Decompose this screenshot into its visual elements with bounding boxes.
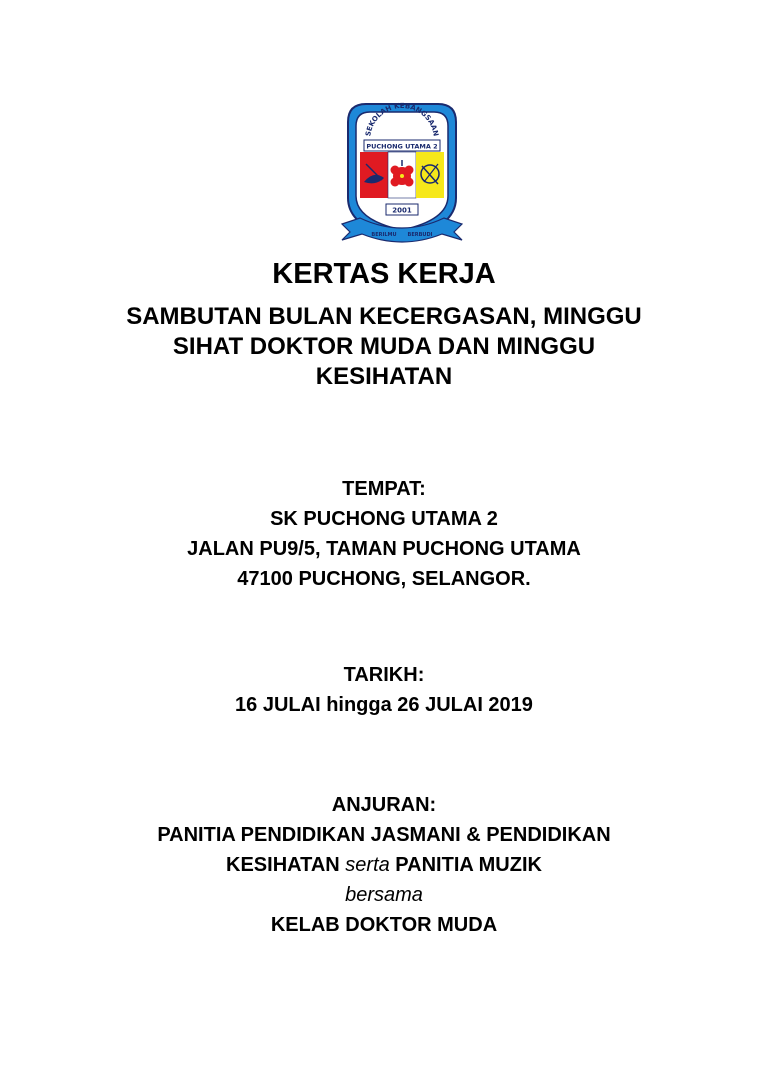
- organizer-text: KESIHATAN: [226, 854, 346, 876]
- organizer-conjunction: serta: [345, 854, 390, 876]
- organizer-together: bersama: [345, 884, 423, 906]
- crest-banner-text: PUCHONG UTAMA 2: [366, 142, 438, 151]
- organizer-line: PANITIA PENDIDIKAN JASMANI & PENDIDIKAN: [157, 824, 611, 846]
- school-crest-logo: [340, 100, 464, 250]
- date-section: [0, 660, 768, 720]
- organizer-text: PANITIA MUZIK: [389, 854, 542, 876]
- venue-section: [0, 474, 768, 594]
- organizer-club: KELAB DOKTOR MUDA: [270, 914, 498, 936]
- crest-ribbon-right: BERBUDI: [407, 232, 433, 238]
- subtitle-line: SIHAT DOKTOR MUDA DAN MINGGU: [172, 333, 596, 360]
- document-subtitle: [0, 302, 768, 392]
- organizer-line: [0, 850, 768, 880]
- crest-arc-text: SEKOLAH KEBANGSAAN: [364, 101, 440, 137]
- venue-label: TEMPAT:: [342, 478, 426, 500]
- document-title: KERTAS KERJA: [272, 258, 496, 290]
- subtitle-line: SAMBUTAN BULAN KECERGASAN, MINGGU: [126, 303, 642, 330]
- venue-line: JALAN PU9/5, TAMAN PUCHONG UTAMA: [187, 538, 581, 560]
- crest-ribbon-left: BERILMU: [371, 232, 397, 238]
- crest-year: 2001: [392, 206, 412, 215]
- venue-line: SK PUCHONG UTAMA 2: [270, 508, 498, 530]
- date-value: 16 JULAI hingga 26 JULAI 2019: [235, 694, 533, 716]
- date-label: TARIKH:: [343, 664, 425, 686]
- subtitle-line: KESIHATAN: [315, 363, 453, 390]
- organizer-section: [0, 790, 768, 940]
- venue-line: 47100 PUCHONG, SELANGOR.: [237, 568, 531, 590]
- organizer-label: ANJURAN:: [331, 794, 437, 816]
